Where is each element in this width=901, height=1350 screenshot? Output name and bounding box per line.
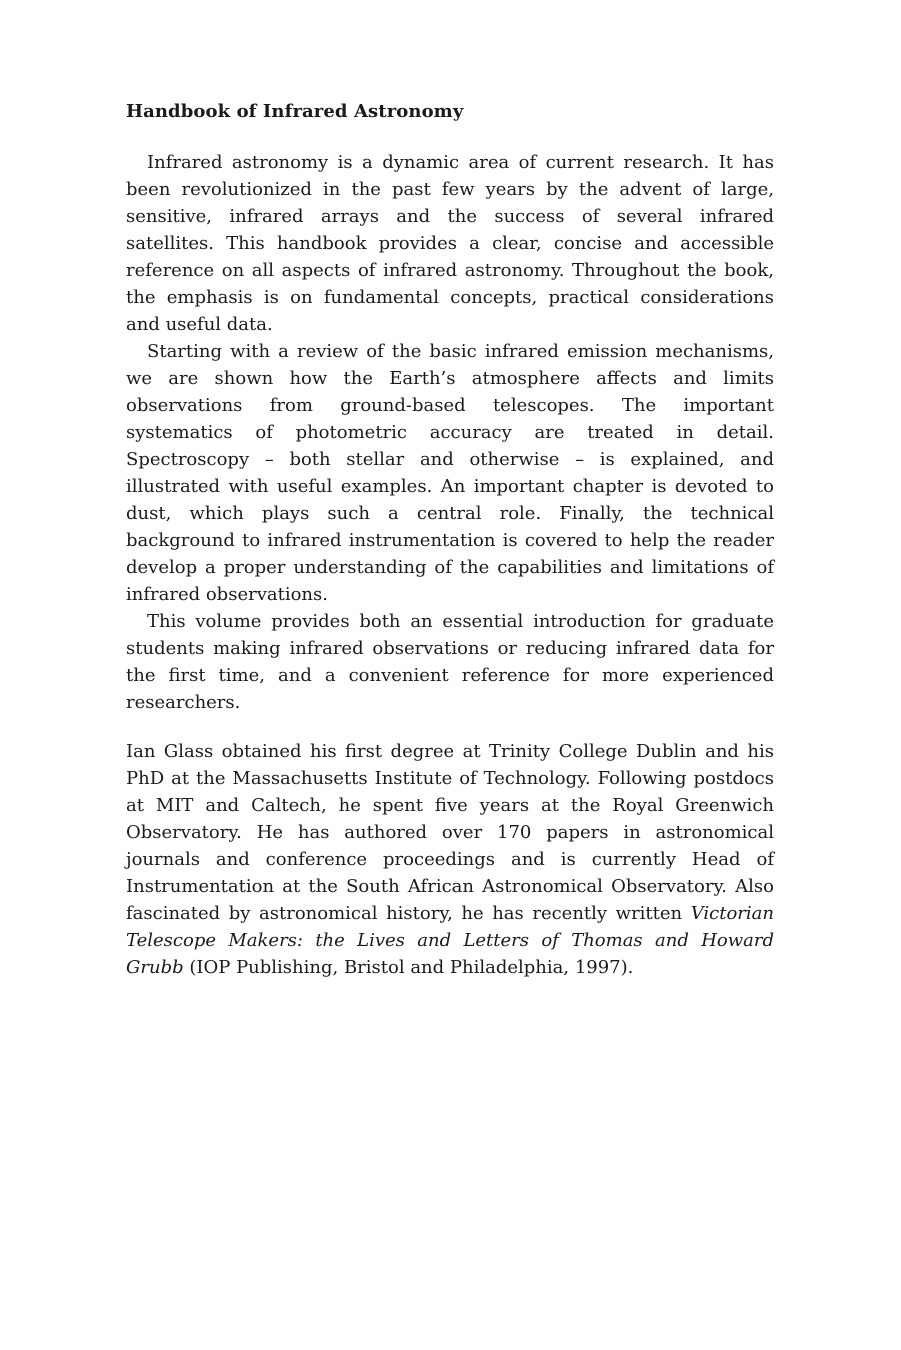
description-paragraph-2: Starting with a review of the basic infrared emission mechanisms, we are shown how the Earth’s atmosphere affects and limits observations from ground-based telescopes. The important systematics of photometric accuracy are treated in detail. Spectroscopy – both stellar and otherwise – is explained, and illustrated with useful examples. An important chapter is devoted to dust, which plays such a central role. Finally, the technical background to infrared instrumentation is covered to help the reader develop a proper understanding of the capabilities and limitations of infrared observations. [126,341,774,605]
author-bio [126,738,774,981]
author-book-title: Victorian Telescope Makers: the Lives and Letters of Thomas and Howard Grubb [126,903,774,978]
page-title: Handbook of Infrared Astronomy [126,101,464,122]
description-paragraph-3: This volume provides both an essential introduction for graduate students making infrared observations or reducing infrared data for the first time, and a convenient reference for more experienced researchers. [126,611,774,713]
description-paragraph-1: Infrared astronomy is a dynamic area of current research. It has been revolutionized in the past few years by the advent of large, sensitive, infrared arrays and the success of several infrared satellites. This handbook provides a clear, concise and accessible reference on all aspects of infrared astronomy. Throughout the book, the emphasis is on fundamental concepts, practical considerations and useful data. [126,152,774,335]
author-bio-text-after: (IOP Publishing, Bristol and Philadelphia, 1997). [183,957,634,978]
page-content [126,98,774,981]
author-bio-text-before: Ian Glass obtained his first degree at Trinity College Dublin and his PhD at the Massachusetts Institute of Technology. Following postdocs at MIT and Caltech, he spent five years at the Royal Greenwich Observatory. He has authored over 170 papers in astronomical journals and conference proceedings and is currently Head of Instrumentation at the South African Astronomical Observatory. Also fascinated by astronomical history, he has recently written [126,741,774,924]
